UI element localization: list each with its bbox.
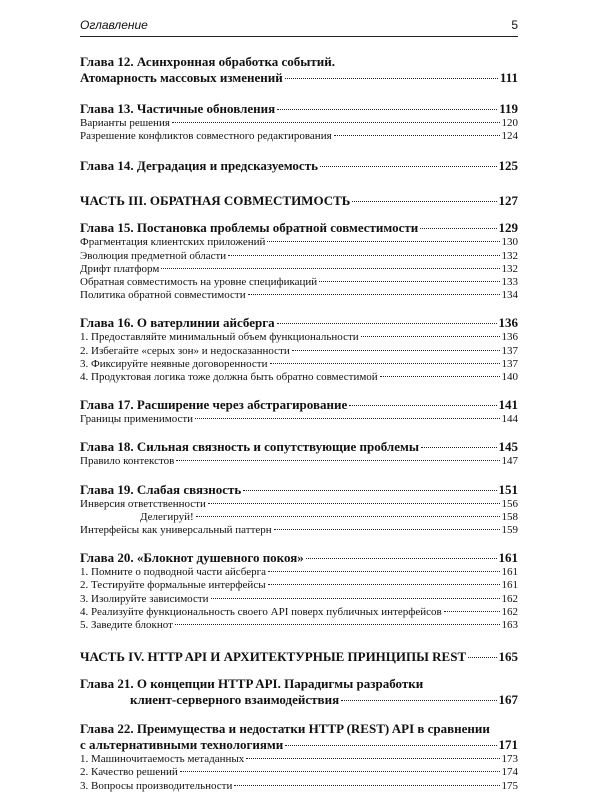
toc-section[interactable] (80, 263, 518, 276)
toc-section[interactable] (80, 250, 518, 263)
part-title: ЧАСТЬ III. ОБРАТНАЯ СОВМЕСТИМОСТЬ (80, 193, 351, 209)
leader-dots (421, 447, 497, 448)
toc-section[interactable] (80, 524, 518, 537)
section-title: Интерфейсы как универсальный паттерн (80, 524, 272, 537)
leader-dots (180, 771, 500, 772)
section-title: 3. Вопросы производительности (80, 779, 233, 792)
chapter-page: 129 (498, 220, 518, 236)
leader-dots (277, 323, 497, 324)
leader-dots (341, 700, 496, 701)
toc-group-16 (80, 315, 518, 384)
leader-dots (268, 571, 499, 572)
toc-chapter-15[interactable] (80, 220, 518, 236)
section-page: 137 (501, 357, 518, 370)
section-page: 134 (501, 289, 518, 302)
section-page: 124 (501, 130, 518, 143)
chapter-title: Глава 16. О ватерлинии айсберга (80, 315, 275, 331)
toc-section[interactable] (80, 579, 518, 592)
chapter-title: Глава 18. Сильная связность и сопутствующие проблемы (80, 439, 419, 455)
section-page: 130 (501, 236, 518, 249)
section-title: 2. Качество решений (80, 766, 178, 779)
chapter-title: Глава 17. Расширение через абстрагирование (80, 397, 348, 413)
toc-group-15 (80, 220, 518, 302)
leader-dots (349, 405, 496, 406)
toc-section[interactable] (80, 566, 518, 579)
chapter-title-line2: Атомарность массовых изменений (80, 70, 283, 85)
section-page: 175 (501, 779, 518, 792)
leader-dots (208, 503, 500, 504)
running-head (80, 18, 518, 37)
section-page: 162 (501, 592, 518, 605)
toc-part-4[interactable] (80, 649, 518, 665)
part-page: 165 (498, 649, 518, 665)
leader-dots (292, 350, 500, 351)
section-title: 3. Изолируйте зависимости (80, 592, 209, 605)
section-page: 132 (501, 262, 518, 275)
toc-chapter-22[interactable] (80, 721, 518, 753)
toc-section[interactable] (80, 289, 518, 302)
leader-dots (277, 109, 497, 110)
leader-dots (334, 135, 500, 136)
toc-section[interactable] (80, 130, 518, 143)
section-title: Обратная совместимость на уровне спецификаций (80, 276, 318, 289)
leader-dots (172, 122, 500, 123)
leader-dots (320, 166, 497, 167)
leader-dots (268, 584, 500, 585)
running-head-title: Оглавление (80, 18, 148, 32)
leader-dots (444, 611, 500, 612)
chapter-page: 151 (498, 481, 518, 497)
section-title: Разрешение конфликтов совместного редактирования (80, 130, 332, 143)
toc-section[interactable] (80, 331, 518, 344)
toc-group-19 (80, 482, 518, 538)
toc-group-22 (80, 721, 518, 793)
toc-section[interactable] (80, 753, 518, 766)
section-page: 140 (501, 371, 518, 384)
leader-dots (196, 516, 500, 517)
section-title: 2. Избегайте «серых зон» и недосказанности (80, 344, 290, 357)
chapter-page: 119 (499, 101, 518, 116)
chapter-page: 111 (499, 70, 518, 85)
toc-chapter-20[interactable] (80, 550, 518, 566)
chapter-page: 167 (498, 692, 518, 708)
toc-group-20 (80, 550, 518, 632)
section-title: Политика обратной совместимости (80, 289, 246, 302)
leader-dots (306, 558, 497, 559)
toc-chapter-21[interactable] (80, 676, 518, 708)
section-page: 173 (501, 753, 518, 766)
leader-dots (243, 490, 496, 491)
section-title: 3. Фиксируйте неявные договоренности (80, 357, 268, 370)
toc-section[interactable] (80, 371, 518, 384)
section-page: 158 (501, 510, 518, 523)
leader-dots (211, 598, 500, 599)
toc-chapter-18[interactable] (80, 439, 518, 455)
page-number: 5 (511, 18, 518, 32)
section-title: 1. Предоставляйте минимальный объем функциональности (80, 331, 359, 344)
chapter-page: 125 (498, 158, 518, 174)
toc-part-3[interactable] (80, 193, 518, 209)
section-title: Дрифт платформ (80, 262, 160, 275)
leader-dots (285, 745, 496, 746)
part-page: 127 (498, 193, 518, 209)
toc-section[interactable] (80, 276, 518, 289)
leader-dots (274, 529, 500, 530)
chapter-page: 136 (498, 315, 518, 331)
chapter-title-line1: Глава 22. Преимущества и недостатки HTTP (REST) API в сравнении (80, 721, 490, 737)
chapter-title: Глава 13. Частичные обновления (80, 101, 276, 116)
section-title: Варианты решения (80, 117, 170, 129)
toc-section[interactable] (80, 358, 518, 371)
section-page: 137 (501, 344, 518, 357)
section-page: 132 (501, 249, 518, 262)
leader-dots (285, 78, 498, 79)
leader-dots (161, 268, 499, 269)
leader-dots (270, 363, 500, 364)
section-page: 133 (501, 276, 518, 289)
leader-dots (175, 624, 500, 625)
leader-dots (468, 657, 496, 658)
leader-dots (195, 418, 499, 419)
leader-dots (234, 785, 499, 786)
part-title: ЧАСТЬ IV. HTTP API И АРХИТЕКТУРНЫЕ ПРИНЦИПЫ REST (80, 649, 467, 665)
toc-chapter-19[interactable] (80, 482, 518, 498)
section-page: 144 (501, 413, 518, 426)
chapter-title-line2: с альтернативными технологиями (80, 737, 284, 753)
toc-section[interactable] (80, 498, 518, 511)
chapter-page: 161 (498, 550, 518, 566)
leader-dots (361, 336, 500, 337)
section-title: Правило контекстов (80, 455, 175, 468)
section-title: Делегируй! (140, 510, 194, 523)
leader-dots (420, 228, 496, 229)
toc-chapter-17[interactable] (80, 397, 518, 413)
chapter-title: Глава 20. «Блокнот душевного покоя» (80, 550, 304, 566)
section-title: 4. Продуктовая логика тоже должна быть обратно совместимой (80, 371, 378, 384)
leader-dots (228, 255, 499, 256)
section-page: 161 (501, 566, 518, 579)
chapter-title: Глава 19. Слабая связность (80, 481, 242, 497)
toc-section[interactable] (80, 345, 518, 358)
toc-subsection[interactable] (80, 511, 518, 524)
chapter-page: 141 (498, 397, 518, 413)
toc-section[interactable] (80, 593, 518, 606)
section-page: 161 (501, 579, 518, 592)
section-page: 120 (501, 117, 518, 129)
leader-dots (319, 281, 499, 282)
section-title: Фрагментация клиентских приложений (80, 236, 266, 249)
toc-group-13 (80, 101, 518, 143)
toc-section[interactable] (80, 117, 518, 130)
toc-group-17 (80, 397, 518, 426)
section-title: Границы применимости (80, 413, 194, 426)
toc-chapter-13[interactable] (80, 101, 518, 117)
section-title: Эволюция предметной области (80, 249, 227, 262)
chapter-title-line2: клиент-серверного взаимодействия (130, 692, 340, 708)
section-title: 5. Заведите блокнот (80, 619, 173, 632)
toc-section[interactable] (80, 236, 518, 249)
leader-dots (246, 758, 499, 759)
toc-section[interactable] (80, 413, 518, 426)
section-page: 156 (501, 497, 518, 510)
section-page: 159 (501, 524, 518, 537)
chapter-title: Глава 15. Постановка проблемы обратной совместимости (80, 220, 419, 236)
toc-section[interactable] (80, 619, 518, 632)
section-title: 1. Машиночитаемость метаданных (80, 753, 245, 766)
leader-dots (267, 241, 499, 242)
toc-section[interactable] (80, 766, 518, 779)
leader-dots (380, 376, 500, 377)
section-title: 4. Реализуйте функциональность своего API поверх публичных интерфейсов (80, 605, 442, 618)
toc-section[interactable] (80, 780, 518, 793)
leader-dots (352, 201, 496, 202)
chapter-page: 171 (498, 737, 518, 753)
section-page: 163 (501, 619, 518, 632)
section-title: 2. Тестируйте формальные интерфейсы (80, 579, 266, 592)
section-page: 162 (501, 605, 518, 618)
leader-dots (176, 460, 499, 461)
toc-chapter-12[interactable] (80, 54, 518, 86)
section-page: 136 (501, 331, 518, 344)
toc-section[interactable] (80, 455, 518, 468)
chapter-title: Глава 14. Деградация и предсказуемость (80, 158, 318, 174)
toc-chapter-14[interactable] (80, 158, 518, 174)
leader-dots (248, 294, 500, 295)
toc-chapter-16[interactable] (80, 315, 518, 331)
table-of-contents (80, 54, 518, 793)
chapter-title-line1: Глава 12. Асинхронная обработка событий. (80, 54, 336, 69)
chapter-title-line1: Глава 21. О концепции HTTP API. Парадигмы разработки (80, 676, 424, 692)
section-page: 174 (501, 766, 518, 779)
section-title: 1. Помните о подводной части айсберга (80, 566, 267, 579)
toc-group-18 (80, 439, 518, 468)
section-page: 147 (501, 455, 518, 468)
chapter-page: 145 (498, 439, 518, 455)
section-title: Инверсия ответственности (80, 497, 206, 510)
toc-section[interactable] (80, 606, 518, 619)
